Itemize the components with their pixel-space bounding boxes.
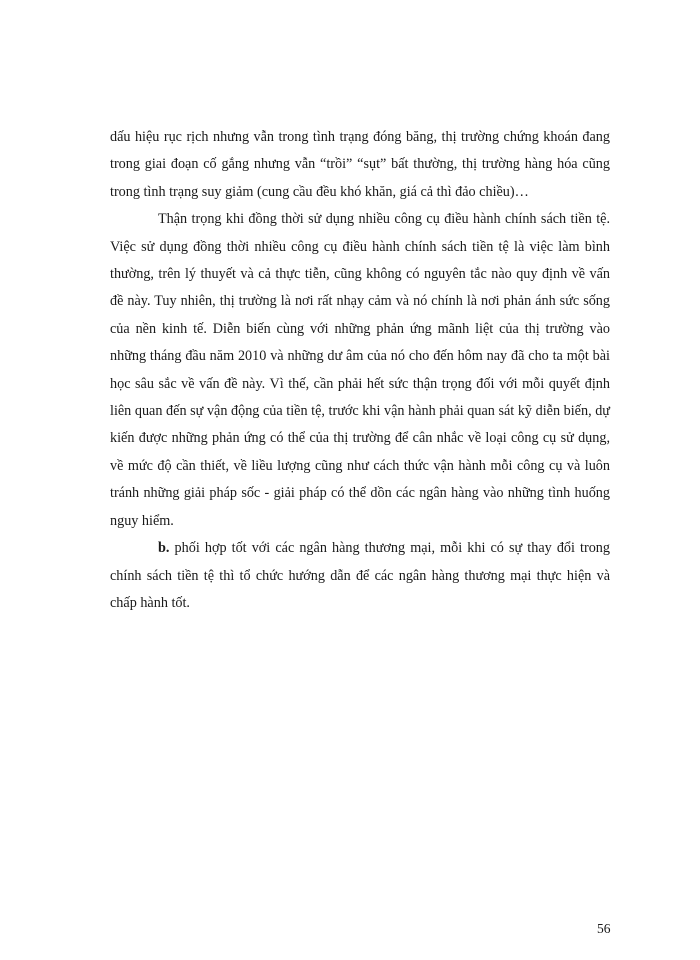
page-number: 56	[597, 921, 611, 936]
item-b-label: b.	[158, 540, 170, 557]
paragraph-item-b	[110, 535, 610, 617]
item-b-text: phối hợp tốt với các ngân hàng thương mại, mỗi khi có sự thay đổi trong chính sách tiền tệ thì tổ chức hướng dẫn để các ngân hàng thương mại thực hiện và chấp hành tốt.	[110, 540, 610, 611]
page-body	[110, 124, 610, 617]
paragraph-continuation: dấu hiệu rục rịch nhưng vẫn trong tình trạng đóng băng, thị trường chứng khoán đang trong giai đoạn cố gắng nhưng vẫn “trồi” “sụt” bất thường, thị trường hàng hóa cũng trong tình trạng suy giảm (cung cầu đều khó khăn, giá cả thì đảo chiều)…	[110, 129, 610, 200]
paragraph-caution: Thận trọng khi đồng thời sử dụng nhiều công cụ điều hành chính sách tiền tệ. Việc sử dụng đồng thời nhiều công cụ điều hành chính sách tiền tệ là việc làm bình thường, trên lý thuyết và cả thực tiễn, cũng không có nguyên tắc nào quy định về vấn đề này. Tuy nhiên, thị trường là nơi rất nhạy cảm và nó chính là nơi phản ánh sức sống của nền kinh tế. Diễn biến cùng với những phản ứng mãnh liệt của thị trường vào những tháng đầu năm 2010 và những dư âm của nó cho đến hôm nay đã cho ta một bài học sâu sắc về vấn đề này. Vì thế, cần phải hết sức thận trọng đối với mỗi quyết định liên quan đến sự vận động của tiền tệ, trước khi vận hành phải quan sát kỹ diễn biến, dự kiến được những phản ứng có thể của thị trường để cân nhắc về loại công cụ sử dụng, về mức độ cần thiết, về liều lượng cũng như cách thức vận hành mỗi công cụ và luôn tránh những giải pháp sốc - giải pháp có thể dồn các ngân hàng vào những tình huống nguy hiểm.	[110, 211, 610, 529]
